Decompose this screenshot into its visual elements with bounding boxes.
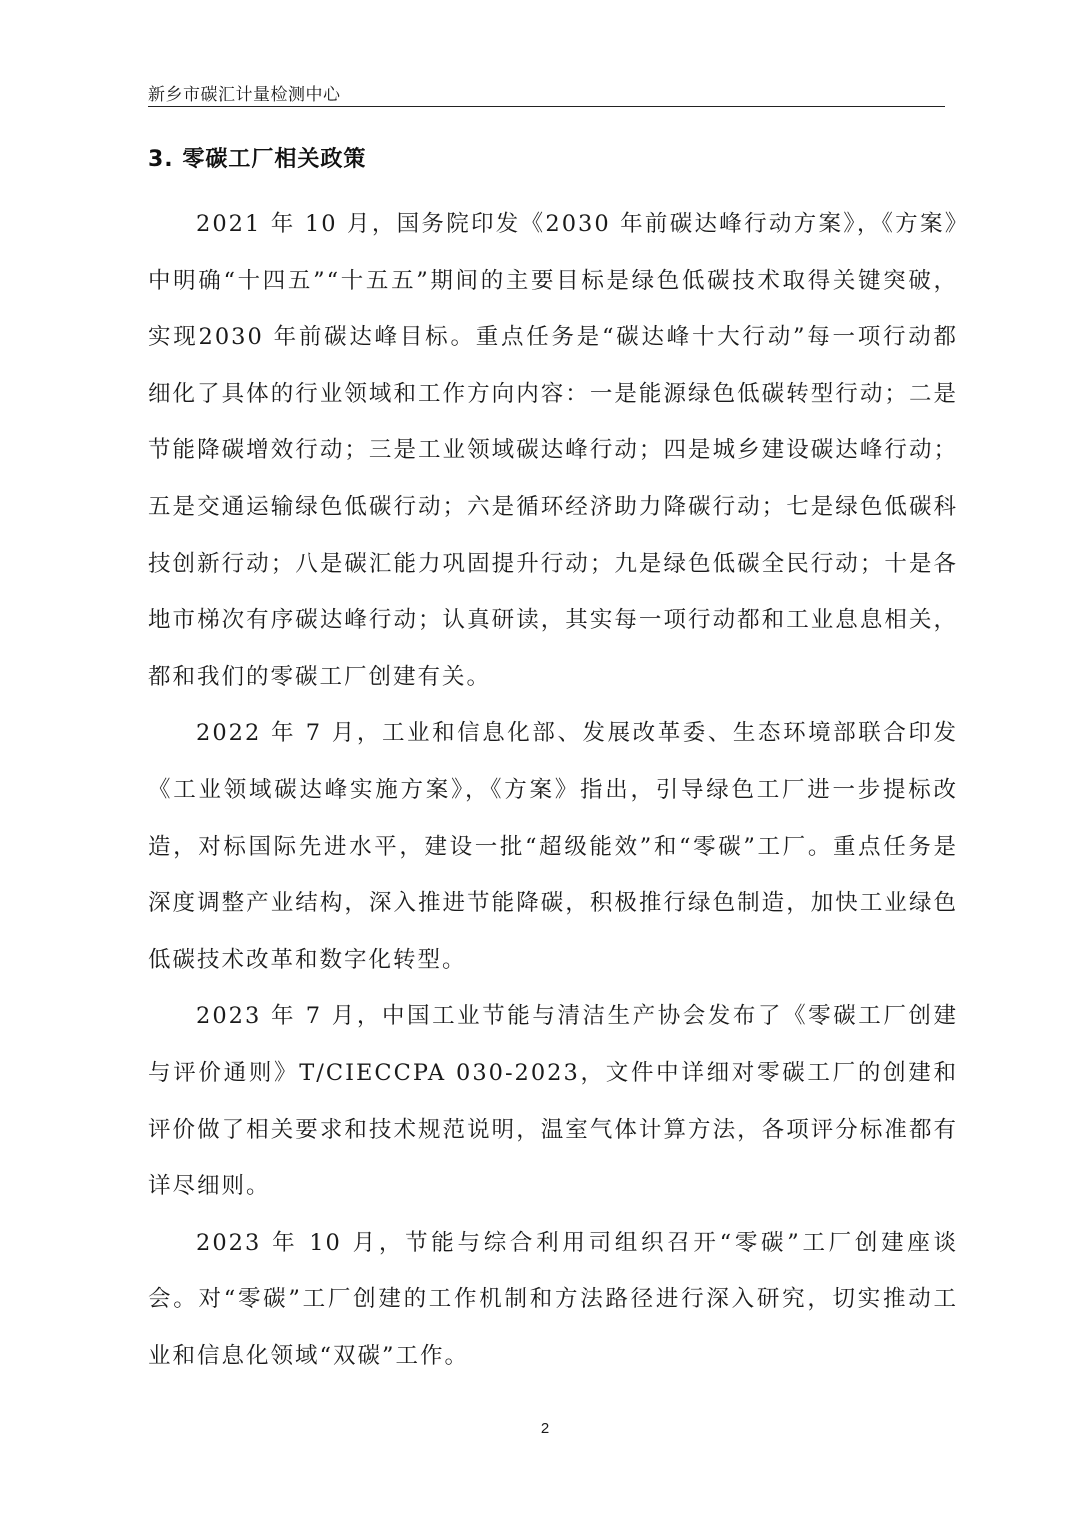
page-header [148,78,945,107]
paragraph-2023-october-symposium: 2023 年 10 月，节能与综合利用司组织召开“零碳”工厂创建座谈会。对“零碳”工厂创建的工作机制和方法路径进行深入研究，切实推动工业和信息化领域“双碳”工作。 [148,1229,958,1369]
paragraph-2023-july-standard: 2023 年 7 月，中国工业节能与清洁生产协会发布了《零碳工厂创建与评价通则》T/CIECCPA 030-2023，文件中详细对零碳工厂的创建和评价做了相关要求和技术规范说明，温室气体计算方法，各项评分标准都有详尽细则。 [148,1003,958,1200]
header-title: 新乡市碳汇计量检测中心 [148,85,341,105]
paragraph-2022-industry-plan: 2022 年 7 月，工业和信息化部、发展改革委、生态环境部联合印发《工业领域碳达峰实施方案》，《方案》指出，引导绿色工厂进一步提标改造，对标国际先进水平，建设一批“超级能效”和“零碳”工厂。重点任务是深度调整产业结构，深入推进节能降碳，积极推行绿色制造，加快工业绿色低碳技术改革和数字化转型。 [148,720,958,973]
page-number: 2 [540,1420,550,1437]
section-heading: 3. 零碳工厂相关政策 [148,147,367,172]
paragraph-2021-action-plan: 2021 年 10 月，国务院印发《2030 年前碳达峰行动方案》，《方案》中明确“十四五”“十五五”期间的主要目标是绿色低碳技术取得关键突破，实现2030 年前碳达峰目标。重点任务是“碳达峰十大行动”每一项行动都细化了具体的行业领域和工作方向内容：一是能源绿色低碳转型行动；二是节能降碳增效行动；三是工业领域碳达峰行动；四是城乡建设碳达峰行动；五是交通运输绿色低碳行动；六是循环经济助力降碳行动；七是绿色低碳科技创新行动；八是碳汇能力巩固提升行动；九是绿色低碳全民行动；十是各地市梯次有序碳达峰行动；认真研读，其实每一项行动都和工业息息相关，都和我们的零碳工厂创建有关。 [148,211,958,690]
body-text [148,196,958,1384]
